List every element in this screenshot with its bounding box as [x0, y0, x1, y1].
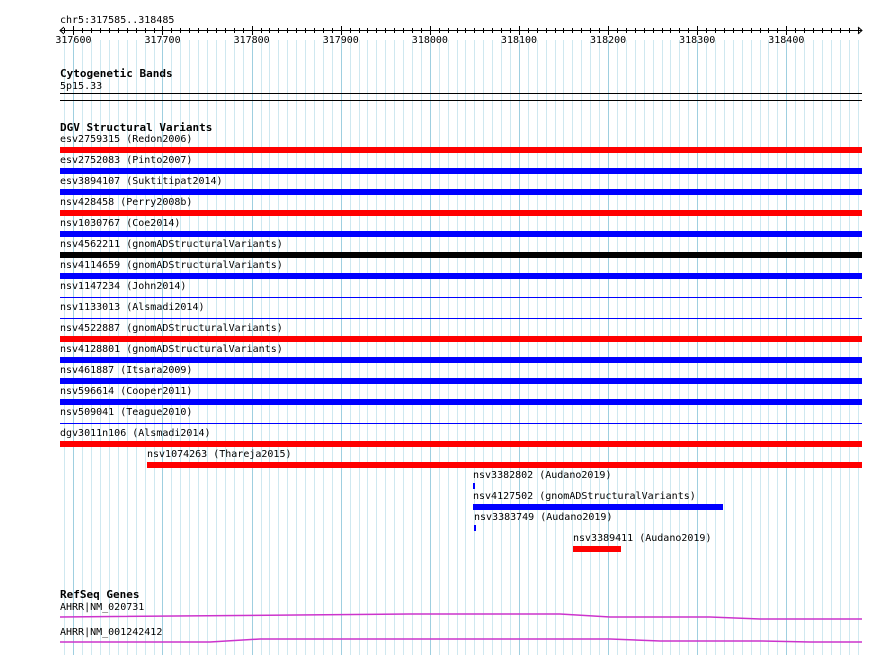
tick-label: 318000: [411, 35, 448, 46]
variant-bar[interactable]: [60, 378, 862, 384]
variant-label[interactable]: nsv1133013 (Alsmadi2014): [60, 302, 205, 313]
variant-bar[interactable]: [60, 357, 862, 363]
refseq-title: RefSeq Genes: [60, 588, 140, 601]
variant-label[interactable]: nsv461887 (Itsara2009): [60, 365, 193, 376]
ruler-axis: [0, 0, 890, 60]
variant-bar[interactable]: [60, 210, 862, 216]
variant-bar[interactable]: [60, 441, 862, 447]
variant-bar[interactable]: [60, 399, 862, 405]
variant-bar[interactable]: [60, 147, 862, 153]
variant-label[interactable]: nsv1030767 (Coe2014): [60, 218, 181, 229]
tick-label: 317800: [233, 35, 270, 46]
tick-label: 317700: [144, 35, 181, 46]
tick-label: 318300: [679, 35, 716, 46]
variant-label[interactable]: dgv3011n106 (Alsmadi2014): [60, 428, 211, 439]
variant-bar[interactable]: [60, 318, 862, 319]
variant-label[interactable]: nsv596614 (Cooper2011): [60, 386, 193, 397]
variant-label[interactable]: nsv3383749 (Audano2019): [474, 512, 613, 523]
variant-bar[interactable]: [60, 423, 862, 424]
track-divider: [60, 100, 862, 101]
variant-bar[interactable]: [60, 189, 862, 195]
variant-bar[interactable]: [60, 252, 862, 258]
range-label: chr5:317585..318485: [60, 15, 175, 26]
variant-bar[interactable]: [473, 483, 475, 489]
variant-label[interactable]: nsv4562211 (gnomADStructuralVariants): [60, 239, 283, 250]
variant-bar[interactable]: [60, 297, 862, 298]
variant-bar[interactable]: [573, 546, 621, 552]
variant-label[interactable]: nsv1074263 (Thareja2015): [147, 449, 292, 460]
variant-label[interactable]: nsv4128801 (gnomADStructuralVariants): [60, 344, 283, 355]
cytoband-label: 5p15.33: [60, 81, 103, 92]
cytobands-title: Cytogenetic Bands: [60, 67, 173, 80]
variant-bar[interactable]: [60, 273, 862, 279]
tick-label: 317900: [322, 35, 359, 46]
gene-label[interactable]: AHRR|NM_001242412: [60, 627, 163, 638]
tick-label: 318400: [768, 35, 805, 46]
tick-label: 318100: [500, 35, 538, 46]
tick-label: 318200: [590, 35, 627, 46]
variant-label[interactable]: nsv3389411 (Audano2019): [573, 533, 712, 544]
variant-label[interactable]: nsv3382802 (Audano2019): [473, 470, 612, 481]
gene-label[interactable]: AHRR|NM_020731: [60, 602, 145, 613]
variant-bar[interactable]: [147, 462, 862, 468]
cytoband-bar[interactable]: [60, 93, 862, 94]
variant-label[interactable]: nsv4114659 (gnomADStructuralVariants): [60, 260, 283, 271]
variant-label[interactable]: nsv4127502 (gnomADStructuralVariants): [473, 491, 696, 502]
variant-label[interactable]: nsv4522887 (gnomADStructuralVariants): [60, 323, 283, 334]
variant-bar[interactable]: [60, 168, 862, 174]
variant-label[interactable]: esv2752083 (Pinto2007): [60, 155, 193, 166]
variant-bar[interactable]: [60, 231, 862, 237]
variant-bar[interactable]: [60, 336, 862, 342]
variant-label[interactable]: nsv509041 (Teague2010): [60, 407, 193, 418]
variant-bar[interactable]: [474, 525, 476, 531]
variant-label[interactable]: esv2759315 (Redon2006): [60, 134, 193, 145]
tick-label: 317600: [55, 35, 92, 46]
dgv-title: DGV Structural Variants: [60, 121, 213, 134]
variant-label[interactable]: nsv428458 (Perry2008b): [60, 197, 193, 208]
variant-label[interactable]: nsv1147234 (John2014): [60, 281, 187, 292]
variant-bar[interactable]: [473, 504, 723, 510]
variant-label[interactable]: esv3894107 (Suktitipat2014): [60, 176, 223, 187]
